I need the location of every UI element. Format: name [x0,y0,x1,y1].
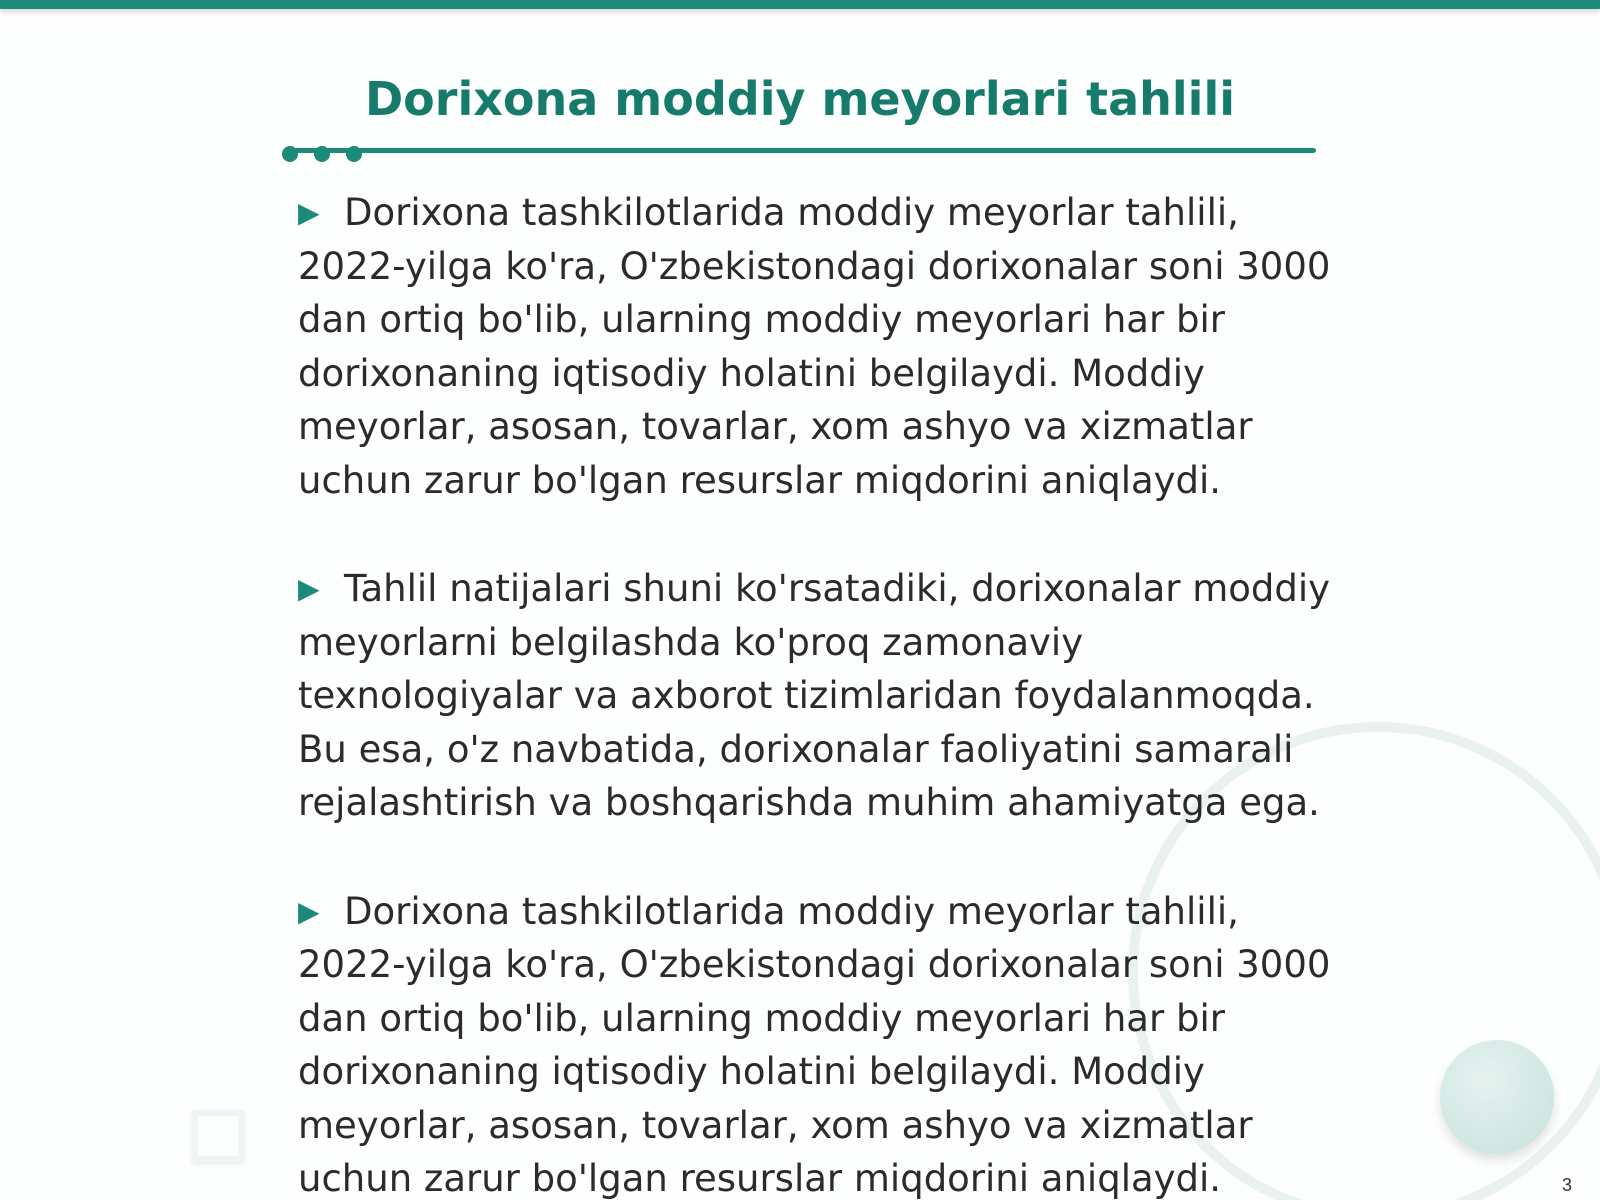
page-number: 3 [1561,1175,1572,1195]
triangle-right-icon: ▶ [298,196,320,229]
triangle-right-icon: ▶ [298,894,320,928]
bullet-paragraph [298,885,1338,1200]
slide-title: Dorixona moddiy meyorlari tahlili [364,72,1235,126]
bullet-paragraph [298,186,1338,507]
paragraph-text: Tahlil natijalari shuni ko'rsatadiki, dorixonalar moddiy meyorlarni belgilashda ko'proq zamonaviy texnologiyalar va axborot tizimlaridan foydalanmoqda. Bu esa, o'z navbatida, dorixonalar faoliyatini samarali rejalashtirish va boshqarishda muhim ahamiyatga ega. [298,567,1331,824]
top-accent-bar [0,0,1600,9]
paragraph-text: Dorixona tashkilotlarida moddiy meyorlar tahlili, 2022-yilga ko'ra, O'zbekistondagi dorixonalar soni 3000 dan ortiq bo'lib, ularning moddiy meyorlari har bir dorixonaning iqtisodiy holatini belgilaydi. Moddiy meyorlar, asosan, tovarlar, xom ashyo va xizmatlar uchun zarur bo'lgan resurslar miqdorini aniqlaydi. [298,191,1331,502]
triangle-right-icon: ▶ [298,572,320,605]
title-dot-1 [282,146,298,162]
title-dot-3 [346,146,362,162]
decorative-circle [1440,1040,1554,1154]
paragraph-text: Dorixona tashkilotlarida moddiy meyorlar tahlili, 2022-yilga ko'ra, O'zbekistondagi dorixonalar soni 3000 dan ortiq bo'lib, ularning moddiy meyorlari har bir dorixonaning iqtisodiy holatini belgilaydi. Moddiy meyorlar, asosan, tovarlar, xom ashyo va xizmatlar uchun zarur bo'lgan resurslar miqdorini aniqlaydi. [298,889,1331,1200]
title-underline [284,148,1316,153]
decorative-square [192,1110,244,1162]
slide-body [298,186,1338,1200]
title-dot-2 [314,146,330,162]
bullet-paragraph [298,562,1338,830]
